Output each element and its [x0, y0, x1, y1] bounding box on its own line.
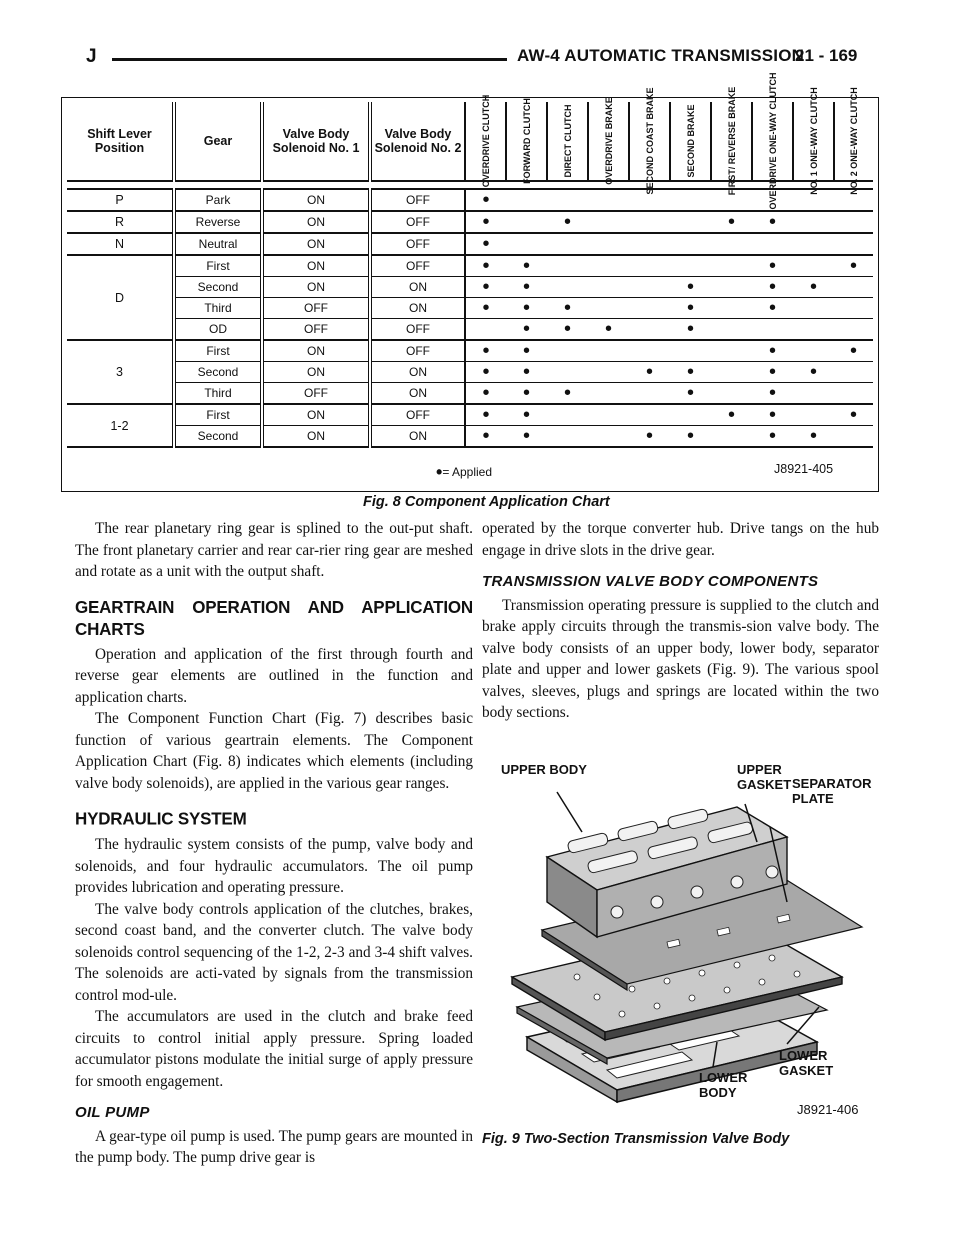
empty-cell: [588, 340, 629, 362]
applied-dot: •: [752, 362, 793, 383]
left-column: [75, 518, 473, 1169]
applied-dot: •: [793, 362, 834, 383]
table-row: [67, 340, 873, 362]
chart-figure-id: J8921-405: [774, 462, 834, 476]
empty-cell: [506, 211, 547, 233]
heading-hydraulic: HYDRAULIC SYSTEM: [75, 808, 247, 829]
empty-cell: [547, 277, 588, 298]
empty-cell: [465, 319, 506, 341]
empty-cell: [629, 404, 670, 426]
applied-dot: •: [465, 233, 506, 255]
applied-dot: •: [547, 211, 588, 233]
applied-dot: •: [465, 383, 506, 405]
applied-dot: •: [547, 319, 588, 341]
solenoid-1-cell: ON: [262, 255, 370, 277]
shift-lever-position-cell: 3: [67, 340, 174, 404]
applied-dot: •: [834, 255, 873, 277]
applied-dot: •: [752, 211, 793, 233]
applied-dot: •: [506, 277, 547, 298]
empty-cell: [588, 189, 629, 211]
paragraph: Operation and application of the first through fourth and reverse gear elements are outlined in the function and application charts.: [75, 645, 473, 706]
applied-dot: •: [629, 426, 670, 448]
table-row: [67, 189, 873, 211]
header-solenoid-2: Valve Body Solenoid No. 2: [370, 102, 465, 181]
empty-cell: [793, 233, 834, 255]
header-overdrive-brake: OVERDRIVE BRAKE: [588, 102, 629, 181]
empty-cell: [834, 277, 873, 298]
applied-dot: •: [752, 383, 793, 405]
table-row: [67, 211, 873, 233]
empty-cell: [711, 383, 752, 405]
shift-lever-position-cell: N: [67, 233, 174, 255]
header-shift-lever-position: Shift Lever Position: [67, 102, 174, 181]
applied-dot: •: [465, 189, 506, 211]
empty-cell: [793, 319, 834, 341]
solenoid-1-cell: ON: [262, 277, 370, 298]
paragraph: The hydraulic system consists of the pump, valve body and solenoids, and four hydraulic accumulators. The oil pump provides lubrication and operating pressure.: [75, 836, 473, 896]
empty-cell: [670, 211, 711, 233]
empty-cell: [793, 255, 834, 277]
empty-cell: [670, 255, 711, 277]
empty-cell: [547, 233, 588, 255]
applied-dot: •: [465, 404, 506, 426]
empty-cell: [629, 298, 670, 319]
paragraph: A gear-type oil pump is used. The pump gears are mounted in the pump body. The pump drive gear is: [75, 1127, 473, 1166]
table-row: [67, 233, 873, 255]
solenoid-1-cell: ON: [262, 233, 370, 255]
empty-cell: [711, 255, 752, 277]
empty-cell: [547, 189, 588, 211]
solenoid-2-cell: ON: [370, 277, 465, 298]
empty-cell: [834, 362, 873, 383]
applied-dot: •: [670, 319, 711, 341]
applied-dot: •: [465, 340, 506, 362]
solenoid-2-cell: OFF: [370, 189, 465, 211]
empty-cell: [588, 404, 629, 426]
solenoid-2-cell: OFF: [370, 319, 465, 341]
applied-dot: •: [834, 404, 873, 426]
applied-dot: •: [465, 277, 506, 298]
label-upper-gasket: UPPER GASKET: [737, 762, 792, 792]
empty-cell: [588, 277, 629, 298]
empty-cell: [629, 340, 670, 362]
applied-dot-icon: •: [436, 462, 443, 482]
solenoid-1-cell: ON: [262, 426, 370, 448]
table-row: [67, 277, 873, 298]
empty-cell: [629, 233, 670, 255]
empty-cell: [506, 189, 547, 211]
solenoid-1-cell: OFF: [262, 383, 370, 405]
empty-cell: [629, 277, 670, 298]
table-row: [67, 383, 873, 405]
empty-cell: [711, 319, 752, 341]
empty-cell: [629, 383, 670, 405]
applied-dot: •: [670, 383, 711, 405]
header-second-brake: SECOND BRAKE: [670, 102, 711, 181]
solenoid-2-cell: ON: [370, 362, 465, 383]
empty-cell: [793, 340, 834, 362]
solenoid-2-cell: OFF: [370, 255, 465, 277]
empty-cell: [629, 211, 670, 233]
gear-cell: Second: [174, 362, 262, 383]
solenoid-1-cell: ON: [262, 340, 370, 362]
empty-cell: [629, 319, 670, 341]
gear-cell: First: [174, 404, 262, 426]
empty-cell: [793, 404, 834, 426]
gear-cell: First: [174, 340, 262, 362]
solenoid-2-cell: ON: [370, 426, 465, 448]
shift-lever-position-cell: R: [67, 211, 174, 233]
applied-dot: •: [670, 298, 711, 319]
paragraph: Transmission operating pressure is supplied to the clutch and brake apply circuits through the transmis-sion valve body. The valve body consists of an upper body, lower body, separator plate and upper and lower gaskets (Fig. 9). The various spool valves, sleeves, plugs and springs are located within the two body sections.: [482, 596, 879, 721]
empty-cell: [834, 383, 873, 405]
applied-dot: •: [670, 426, 711, 448]
paragraph: operated by the torque converter hub. Drive tangs on the hub engage in drive slots in the drive gear.: [482, 520, 879, 559]
solenoid-1-cell: ON: [262, 189, 370, 211]
header-no1-one-way-clutch: NO. 1 ONE-WAY CLUTCH: [793, 102, 834, 181]
applied-dot: •: [629, 362, 670, 383]
header-title: AW-4 AUTOMATIC TRANSMISSION: [517, 46, 805, 65]
empty-cell: [588, 362, 629, 383]
empty-cell: [588, 426, 629, 448]
paragraph: The accumulators are used in the clutch and brake feed circuits to control initial apply pressure. Spring loaded accumulator pistons modulate the initial surge of apply pressure for smooth engagement.: [75, 1008, 473, 1090]
header-direct-clutch: DIRECT CLUTCH: [547, 102, 588, 181]
empty-cell: [711, 340, 752, 362]
empty-cell: [834, 319, 873, 341]
gear-cell: Park: [174, 189, 262, 211]
gear-cell: Reverse: [174, 211, 262, 233]
header-rule: [112, 58, 507, 61]
shift-lever-position-cell: D: [67, 255, 174, 340]
applied-dot: •: [506, 362, 547, 383]
applied-dot: •: [752, 404, 793, 426]
empty-cell: [588, 255, 629, 277]
applied-dot: •: [506, 404, 547, 426]
solenoid-1-cell: OFF: [262, 298, 370, 319]
empty-cell: [588, 298, 629, 319]
applied-dot: •: [752, 340, 793, 362]
header-second-coast-brake: SECOND COAST BRAKE: [629, 102, 670, 181]
empty-cell: [547, 340, 588, 362]
applied-dot: •: [752, 426, 793, 448]
empty-cell: [834, 211, 873, 233]
application-rows: [67, 189, 873, 447]
applied-dot: •: [793, 426, 834, 448]
applied-dot: •: [670, 277, 711, 298]
gear-cell: Neutral: [174, 233, 262, 255]
solenoid-2-cell: OFF: [370, 404, 465, 426]
label-upper-body: UPPER BODY: [501, 762, 587, 777]
gear-cell: Third: [174, 383, 262, 405]
fig9-caption: Fig. 9 Two-Section Transmission Valve Body: [482, 1131, 790, 1147]
applied-dot: •: [547, 383, 588, 405]
solenoid-2-cell: OFF: [370, 211, 465, 233]
table-row: [67, 255, 873, 277]
empty-cell: [711, 277, 752, 298]
label-lower-gasket: LOWER GASKET: [779, 1048, 834, 1078]
header-overdrive-clutch: OVERDRIVE CLUTCH: [465, 102, 506, 181]
empty-cell: [711, 362, 752, 383]
paragraph: The rear planetary ring gear is splined to the out-put shaft. The front planetary carrier and rear car-rier ring gear are meshed and rotate as a unit with the output shaft.: [75, 520, 473, 580]
header-letter: J: [86, 46, 97, 67]
empty-cell: [506, 233, 547, 255]
empty-cell: [834, 426, 873, 448]
empty-cell: [547, 426, 588, 448]
empty-cell: [793, 383, 834, 405]
valve-body-illustration: [487, 762, 889, 1124]
shift-lever-position-cell: P: [67, 189, 174, 211]
page-number: 21 - 169: [795, 46, 858, 65]
gear-cell: Third: [174, 298, 262, 319]
empty-cell: [752, 233, 793, 255]
empty-cell: [711, 426, 752, 448]
applied-dot: •: [793, 277, 834, 298]
paragraph: The valve body controls application of the clutches, brakes, second coast band, and the converter clutch. The valve body solenoids control sequencing of the 1-2, 2-3 and 3-4 shift valves. The solenoids are acti-vated by signals from the transmission control mod-ule.: [75, 900, 473, 1004]
applied-dot: •: [752, 277, 793, 298]
chart-legend: •= Applied: [436, 462, 493, 482]
empty-cell: [547, 404, 588, 426]
empty-cell: [711, 298, 752, 319]
applied-dot: •: [506, 340, 547, 362]
solenoid-1-cell: ON: [262, 362, 370, 383]
gear-cell: Second: [174, 277, 262, 298]
empty-cell: [670, 404, 711, 426]
applied-dot: •: [547, 298, 588, 319]
paragraph: The Component Function Chart (Fig. 7) describes basic function of various geartrain elements. The Component Application Chart (Fig. 8) indicates which elements (including valve body solenoids), are applied in the various gear ranges.: [75, 710, 473, 792]
empty-cell: [752, 319, 793, 341]
heading-valve-body-components: TRANSMISSION VALVE BODY COMPONENTS: [482, 573, 819, 590]
empty-cell: [711, 233, 752, 255]
header-overdrive-one-way-clutch: OVERDRIVE ONE-WAY CLUTCH: [752, 102, 793, 181]
empty-cell: [588, 211, 629, 233]
empty-cell: [670, 189, 711, 211]
applied-dot: •: [711, 404, 752, 426]
gear-cell: Second: [174, 426, 262, 448]
solenoid-1-cell: ON: [262, 211, 370, 233]
solenoid-2-cell: OFF: [370, 340, 465, 362]
solenoid-2-cell: ON: [370, 298, 465, 319]
gear-cell: First: [174, 255, 262, 277]
empty-cell: [670, 233, 711, 255]
applied-dot: •: [834, 340, 873, 362]
component-application-chart: [61, 72, 879, 492]
applied-dot: •: [506, 426, 547, 448]
heading-oil-pump: OIL PUMP: [75, 1104, 150, 1121]
empty-cell: [547, 255, 588, 277]
empty-cell: [793, 298, 834, 319]
applied-dot: •: [465, 362, 506, 383]
applied-dot: •: [465, 211, 506, 233]
empty-cell: [588, 383, 629, 405]
applied-dot: •: [711, 211, 752, 233]
fig8-caption: Fig. 8 Component Application Chart: [363, 494, 610, 510]
table-row: [67, 298, 873, 319]
header-first-reverse-brake: FIRST/ REVERSE BRAKE: [711, 102, 752, 181]
fig9-figure-id: J8921-406: [797, 1102, 859, 1117]
applied-dot: •: [588, 319, 629, 341]
table-row: [67, 404, 873, 426]
applied-dot: •: [506, 383, 547, 405]
empty-cell: [793, 211, 834, 233]
shift-lever-position-cell: 1-2: [67, 404, 174, 447]
empty-cell: [629, 255, 670, 277]
right-column: [482, 518, 879, 724]
solenoid-2-cell: ON: [370, 383, 465, 405]
applied-dot: •: [752, 255, 793, 277]
table-row: [67, 319, 873, 341]
label-lower-body: LOWER BODY: [699, 1070, 748, 1100]
applied-dot: •: [752, 298, 793, 319]
empty-cell: [588, 233, 629, 255]
header-gear: Gear: [174, 102, 262, 181]
solenoid-1-cell: ON: [262, 404, 370, 426]
applied-dot: •: [465, 298, 506, 319]
gear-cell: OD: [174, 319, 262, 341]
applied-dot: •: [465, 255, 506, 277]
empty-cell: [834, 233, 873, 255]
applied-dot: •: [465, 426, 506, 448]
applied-dot: •: [506, 319, 547, 341]
empty-cell: [670, 340, 711, 362]
solenoid-1-cell: OFF: [262, 319, 370, 341]
table-row: [67, 362, 873, 383]
application-table: [67, 72, 873, 448]
applied-dot: •: [506, 298, 547, 319]
table-row: [67, 426, 873, 448]
header-solenoid-1: Valve Body Solenoid No. 1: [262, 102, 370, 181]
header-forward-clutch: FORWARD CLUTCH: [506, 102, 547, 181]
applied-dot: •: [506, 255, 547, 277]
empty-cell: [547, 362, 588, 383]
header-no2-one-way-clutch: NO. 2 ONE-WAY CLUTCH: [834, 102, 873, 181]
applied-dot: •: [670, 362, 711, 383]
empty-cell: [834, 298, 873, 319]
heading-geartrain: GEARTRAIN OPERATION AND APPLICATION CHARTS: [75, 596, 473, 639]
label-separator-plate: SEPARATOR PLATE: [792, 776, 872, 806]
solenoid-2-cell: OFF: [370, 233, 465, 255]
